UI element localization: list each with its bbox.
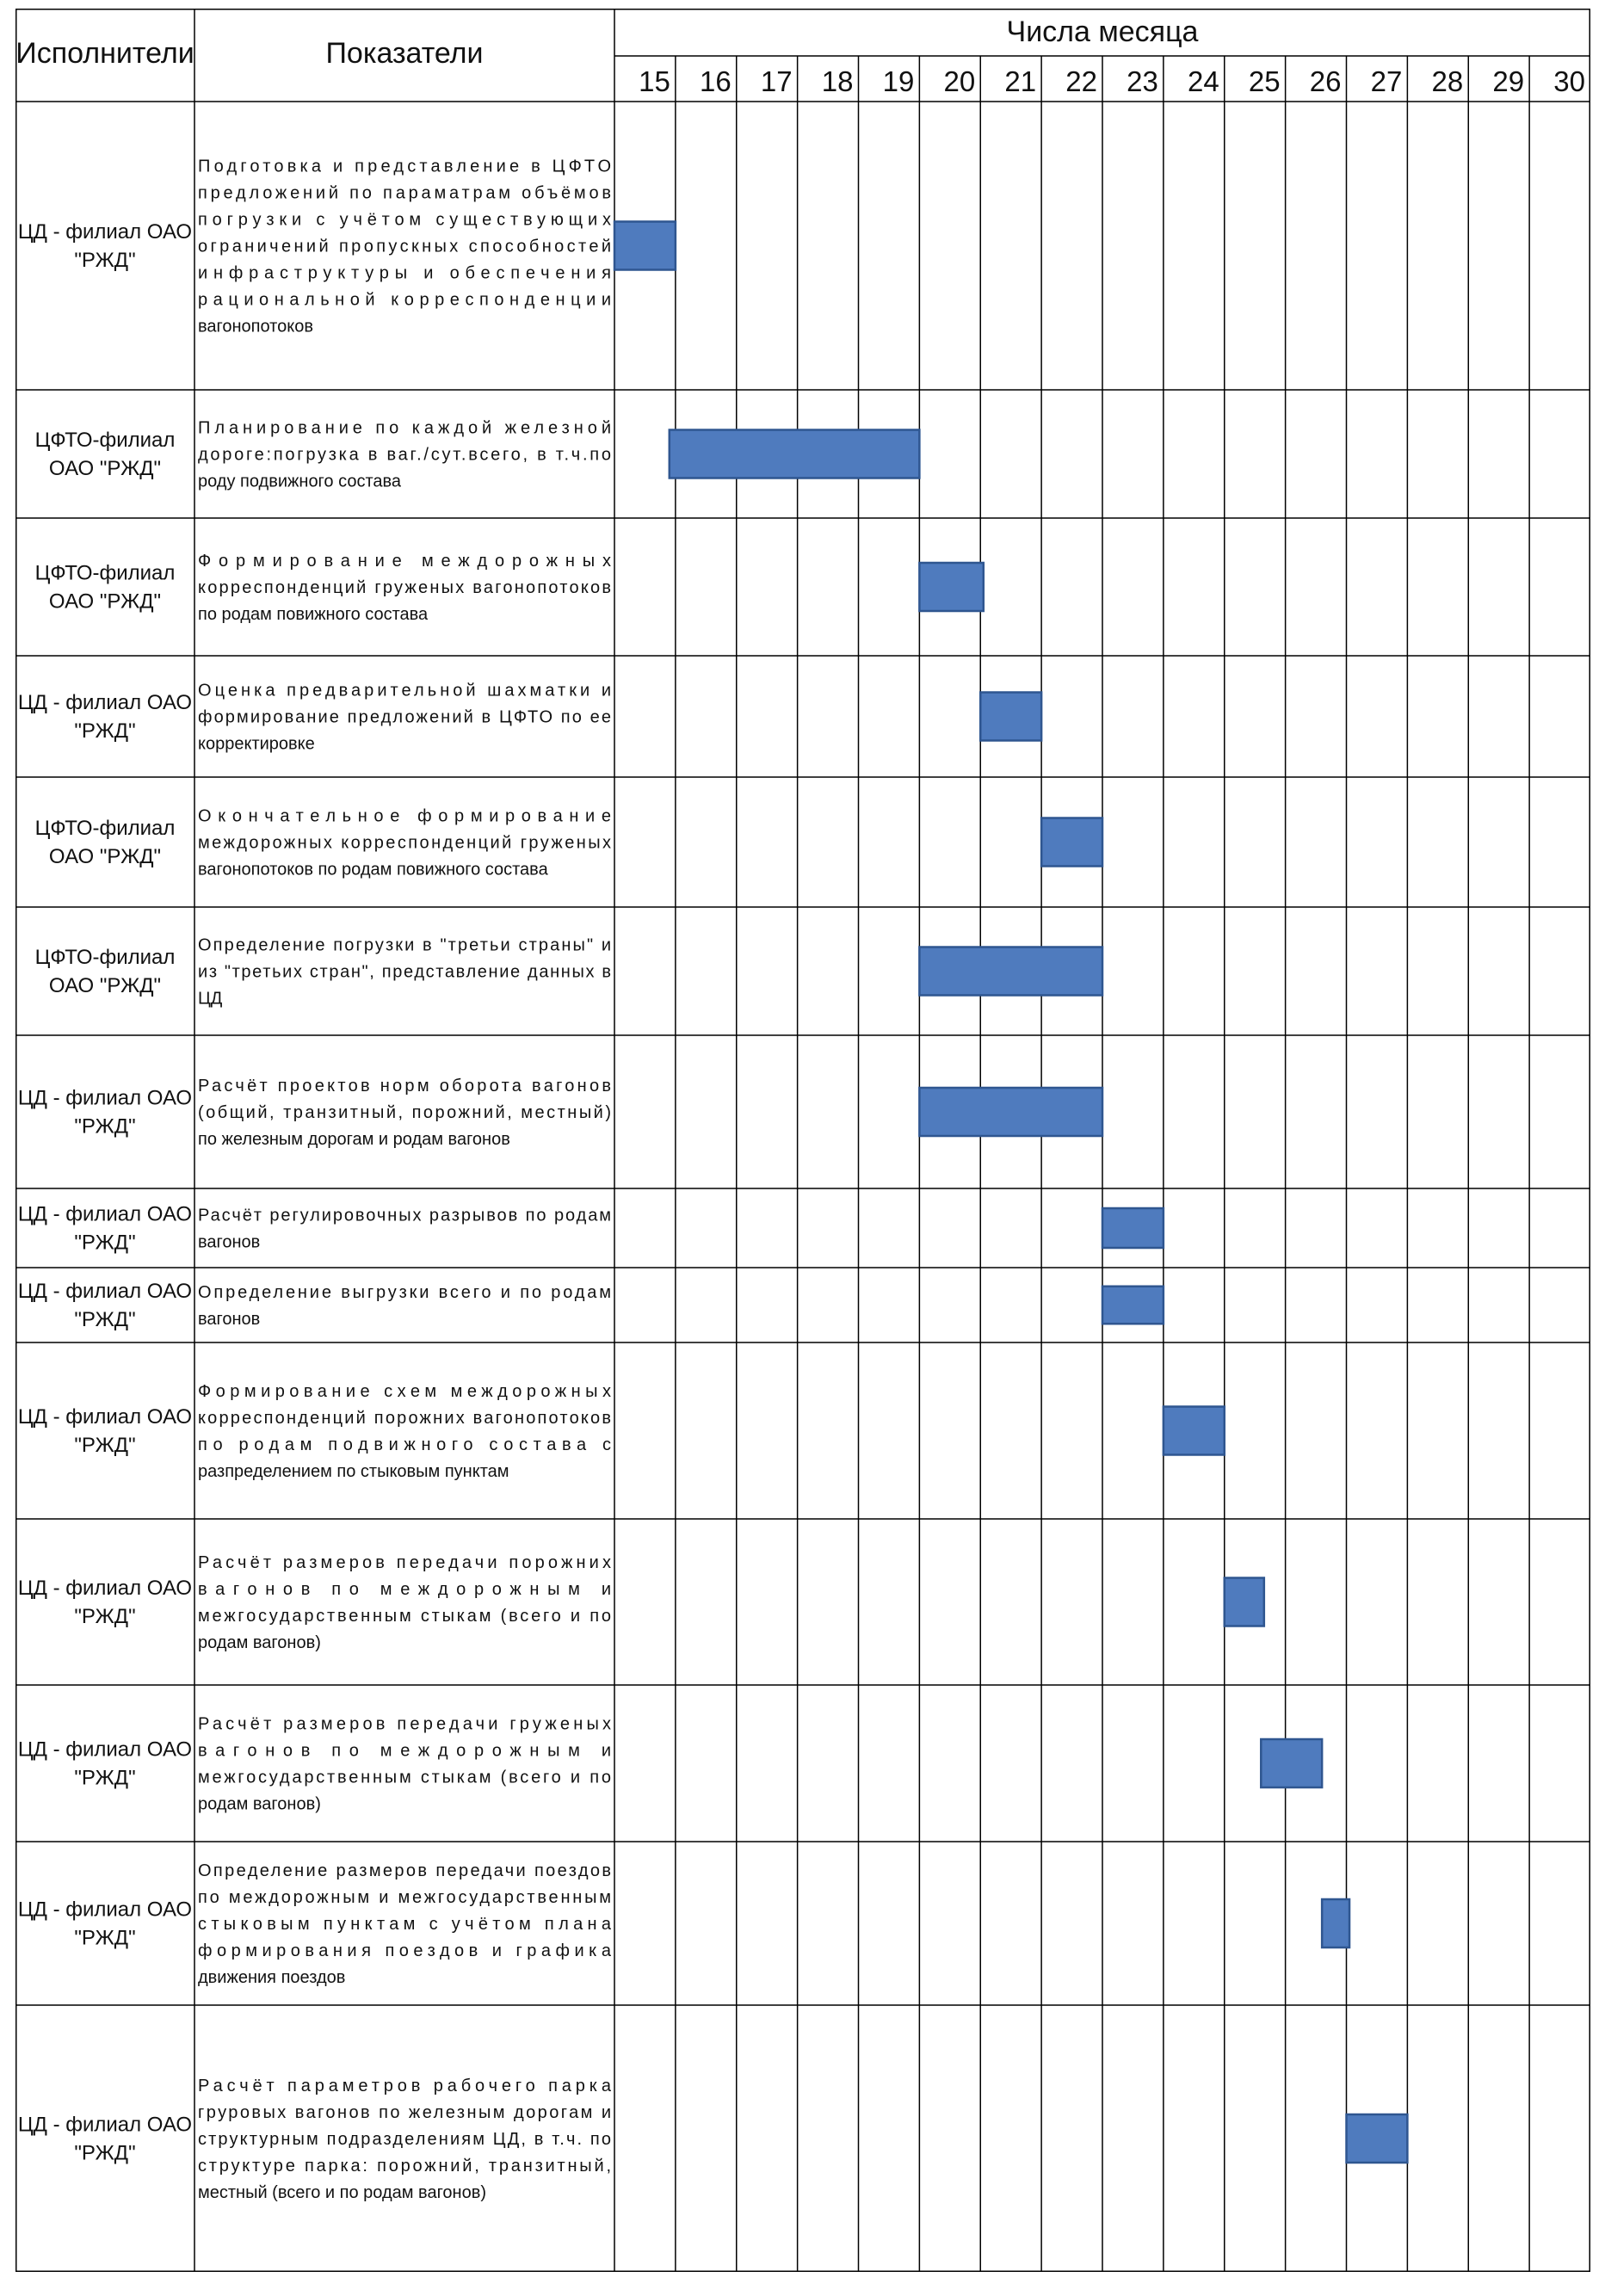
task-label: вагонов [198, 1232, 261, 1252]
task-label: погрузки с учётом существующих [198, 210, 611, 230]
executor-label: ЦД - филиал ОАО [17, 1898, 193, 1922]
task-label: структуре парка: порожний, транзитный, [198, 2157, 611, 2176]
task-label: вагонов по междорожным и [198, 1741, 611, 1761]
gantt-bar [919, 563, 983, 611]
task-label: Расчёт параметров рабочего парка [198, 2077, 611, 2095]
executor-label: ЦД - филиал ОАО [17, 691, 193, 714]
task-label: корректировке [198, 734, 315, 754]
executor-label: ЦД - филиал ОАО [17, 1202, 193, 1226]
gantt-bar [1225, 1578, 1264, 1626]
executor-label: ОАО "РЖД" [48, 974, 162, 997]
task-label: по междорожным и межгосударственным [198, 1888, 611, 1907]
executor-label: "РЖД" [74, 249, 136, 272]
day-tick-label: 29 [1492, 65, 1525, 97]
day-tick-label: 20 [943, 65, 976, 97]
task-label: Расчёт регулировочных разрывов по родам [198, 1206, 611, 1225]
day-tick-label: 17 [760, 65, 793, 97]
executor-label: ОАО "РЖД" [48, 457, 162, 480]
task-label: Определение выгрузки всего и по родам [198, 1283, 611, 1302]
executor-label: ЦД - филиал ОАО [17, 220, 193, 244]
task-label: Оценка предварительной шахматки и [198, 681, 611, 701]
executor-label: "РЖД" [74, 2141, 136, 2165]
task-label: родам вагонов) [198, 1633, 321, 1652]
header-days-group: Числа месяца [1006, 15, 1199, 48]
gantt-bar [919, 1088, 1102, 1136]
task-label: разпределением по стыковым пунктам [198, 1462, 509, 1481]
day-tick-label: 30 [1553, 65, 1585, 97]
gantt-bar [1261, 1739, 1322, 1787]
task-label: по родам подвижного состава с [198, 1435, 611, 1454]
executor-label: ЦД - филиал ОАО [17, 1086, 193, 1110]
task-label: Расчёт размеров передачи порожних [198, 1553, 611, 1572]
gantt-bar [1347, 2114, 1408, 2163]
task-label: местный (всего и по родам вагонов) [198, 2183, 486, 2202]
executor-label: "РЖД" [74, 1766, 136, 1790]
day-tick-label: 19 [882, 65, 915, 97]
task-label: Окончательное формирование [198, 806, 611, 826]
day-tick-label: 23 [1127, 65, 1158, 97]
gantt-bar [1322, 1899, 1349, 1947]
executor-label: "РЖД" [74, 1605, 136, 1628]
task-label: вагонов [198, 1310, 261, 1329]
task-label: стыковым пунктам с учётом плана [198, 1915, 611, 1934]
task-label: Определение размеров передачи поездов [198, 1861, 611, 1880]
day-tick-label: 27 [1370, 65, 1403, 97]
executor-label: ОАО "РЖД" [48, 589, 162, 614]
task-label: межгосударственным стыкам (всего и по [198, 1768, 611, 1787]
executor-label: "РЖД" [74, 1308, 136, 1331]
task-label: рациональной корреспонденции [198, 290, 612, 310]
day-tick-label: 28 [1431, 65, 1464, 97]
task-label: корреспонденций порожних вагонопотоков [198, 1409, 611, 1428]
executor-label: ЦД - филиал ОАО [17, 2113, 193, 2137]
task-label: корреспонденций груженых вагонопотоков [198, 578, 611, 597]
gantt-chart [15, 9, 1590, 2281]
task-label: межгосударственным стыкам (всего и по [198, 1607, 611, 1626]
task-label: ограничений пропускных способностей [198, 237, 611, 256]
executor-label: "РЖД" [74, 1434, 136, 1457]
day-tick-label: 18 [821, 65, 854, 97]
task-label: инфраструктуры и обеспечения [198, 263, 611, 283]
task-label: груровых вагонов по железным дорогам и [198, 2103, 611, 2122]
task-label: Расчёт проектов норм оборота вагонов [198, 1077, 612, 1096]
task-label: дороге:погрузка в ваг./сут.всего, в т.ч.по [198, 445, 611, 465]
header-indicators: Показатели [325, 37, 484, 70]
day-tick-label: 26 [1309, 65, 1342, 97]
task-label: ЦД [198, 989, 223, 1009]
executor-label: ЦФТО-филиал [34, 429, 176, 452]
gantt-bar [980, 693, 1041, 741]
gantt-bar [919, 947, 1102, 996]
executor-label: ЦД - филиал ОАО [17, 1577, 193, 1600]
day-tick-label: 24 [1188, 65, 1219, 97]
task-label: из "третьих стран", представление данных в [198, 962, 611, 982]
day-tick-label: 15 [639, 65, 670, 97]
task-label: (общий, транзитный, порожний, местный) [198, 1103, 611, 1122]
gantt-bar [1102, 1287, 1164, 1324]
executor-label: "РЖД" [74, 1231, 136, 1255]
executor-label: ЦФТО-филиал [34, 946, 176, 969]
executor-label: ЦФТО-филиал [34, 817, 176, 840]
gantt-bar [614, 222, 676, 270]
task-label: движения поездов [198, 1968, 346, 1987]
labels-layer [15, 15, 1585, 2202]
task-label: вагонопотоков [198, 317, 313, 336]
task-label: Планирование по каждой железной [198, 418, 611, 438]
task-label: Формирование междорожных [198, 552, 611, 571]
gantt-bar [1102, 1208, 1164, 1248]
executor-label: ЦД - филиал ОАО [17, 1737, 193, 1762]
task-label: вагонопотоков по родам повижного состава [198, 860, 548, 880]
task-label: Формирование схем междорожных [198, 1382, 611, 1401]
task-label: по железным дорогам и родам вагонов [198, 1130, 510, 1149]
task-label: Определение погрузки в "третьи страны" и [198, 935, 611, 955]
day-tick-label: 16 [700, 65, 732, 97]
header-executors: Исполнители [15, 37, 194, 70]
executor-label: "РЖД" [74, 1114, 136, 1139]
executor-label: ЦФТО-филиал [34, 561, 176, 585]
gantt-bar [670, 430, 920, 478]
gantt-bar [1041, 818, 1102, 867]
executor-label: ЦД - филиал ОАО [17, 1405, 193, 1429]
task-label: по родам повижного состава [198, 605, 429, 624]
task-label: формирование предложений в ЦФТО по ее [198, 707, 611, 727]
task-label: междорожных корреспонденций груженых [198, 833, 611, 853]
task-label: формирования поездов и графика [198, 1941, 611, 1960]
day-tick-label: 21 [1004, 65, 1037, 97]
day-tick-label: 22 [1065, 65, 1097, 97]
executor-label: "РЖД" [74, 1926, 136, 1950]
task-label: родам вагонов) [198, 1794, 321, 1814]
bars-layer [614, 222, 1407, 2163]
task-label: роду подвижного состава [198, 472, 402, 491]
task-label: предложений по параматрам объёмов [198, 183, 611, 203]
executor-label: ЦД - филиал ОАО [17, 1280, 193, 1303]
task-label: структурным подразделениям ЦД, в т.ч. по [198, 2130, 611, 2149]
day-tick-label: 25 [1248, 65, 1281, 97]
executor-label: "РЖД" [74, 719, 136, 743]
task-label: Подготовка и представление в ЦФТО [198, 157, 611, 176]
gantt-bar [1164, 1407, 1225, 1455]
task-label: Расчёт размеров передачи груженых [198, 1714, 611, 1734]
executor-label: ОАО "РЖД" [48, 845, 162, 868]
task-label: вагонов по междорожным и [198, 1580, 611, 1599]
